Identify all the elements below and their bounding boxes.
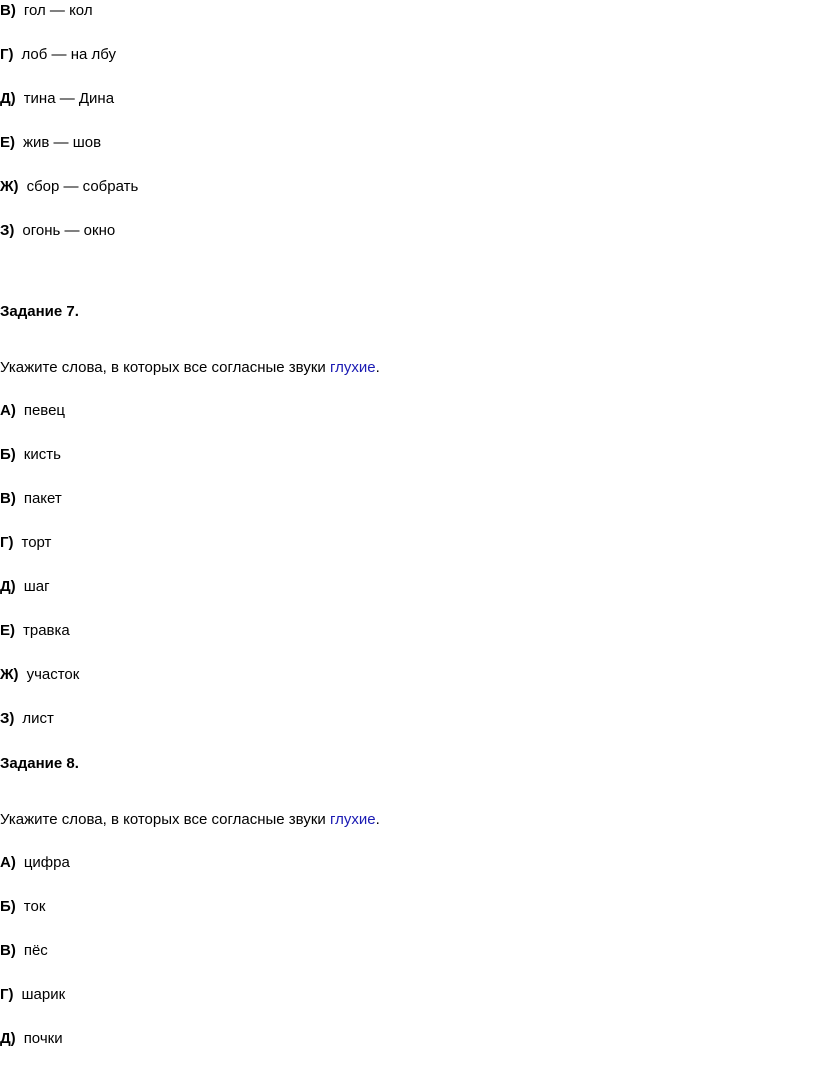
prompt-end: . bbox=[375, 811, 380, 828]
option-row bbox=[0, 489, 62, 509]
prompt-text: Укажите слова, в которых все согласные звуки bbox=[0, 811, 330, 828]
option-row bbox=[0, 401, 65, 421]
option-letter: Д) bbox=[0, 578, 16, 595]
option-row bbox=[0, 177, 138, 197]
option-row bbox=[0, 577, 50, 597]
option-letter: Б) bbox=[0, 898, 16, 915]
option-letter: В) bbox=[0, 490, 16, 507]
option-letter: Ж) bbox=[0, 178, 19, 195]
task-7-prompt bbox=[0, 358, 380, 378]
option-text: пёс bbox=[23, 942, 48, 959]
option-letter: Д) bbox=[0, 1030, 16, 1047]
option-row bbox=[0, 133, 101, 153]
option-row bbox=[0, 89, 114, 109]
option-row bbox=[0, 941, 48, 961]
option-row bbox=[0, 665, 79, 685]
option-text: жив — шов bbox=[23, 134, 102, 151]
prompt-highlight: глухие bbox=[329, 811, 376, 828]
option-text: лоб — на лбу bbox=[21, 46, 116, 63]
option-letter: Г) bbox=[0, 534, 14, 551]
option-text: шаг bbox=[23, 578, 50, 595]
option-row bbox=[0, 897, 45, 917]
task-8-title: Задание 8. bbox=[0, 755, 79, 772]
task-8-prompt bbox=[0, 810, 380, 830]
option-row bbox=[0, 621, 70, 641]
option-row bbox=[0, 985, 65, 1005]
option-row bbox=[0, 1029, 63, 1049]
option-letter: Ж) bbox=[0, 666, 19, 683]
option-text: кисть bbox=[23, 446, 61, 463]
option-text: гол — кол bbox=[23, 2, 93, 19]
option-row bbox=[0, 1, 93, 21]
option-text: сбор — собрать bbox=[26, 178, 139, 195]
prompt-text: Укажите слова, в которых все согласные звуки bbox=[0, 359, 330, 376]
option-letter: З) bbox=[0, 222, 15, 239]
option-letter: Д) bbox=[0, 90, 16, 107]
option-letter: В) bbox=[0, 2, 16, 19]
option-text: пакет bbox=[23, 490, 62, 507]
prompt-highlight: глухие bbox=[329, 359, 376, 376]
option-letter: А) bbox=[0, 854, 16, 871]
option-text: торт bbox=[21, 534, 52, 551]
option-text: певец bbox=[23, 402, 66, 419]
option-letter: Е) bbox=[0, 622, 15, 639]
option-text: почки bbox=[23, 1030, 63, 1047]
option-letter: Б) bbox=[0, 446, 16, 463]
option-text: цифра bbox=[23, 854, 70, 871]
option-row bbox=[0, 709, 54, 729]
option-letter: Г) bbox=[0, 986, 14, 1003]
option-row bbox=[0, 853, 70, 873]
option-letter: З) bbox=[0, 710, 15, 727]
option-row bbox=[0, 45, 116, 65]
option-row bbox=[0, 533, 51, 553]
option-text: участок bbox=[26, 666, 80, 683]
option-text: ток bbox=[23, 898, 46, 915]
prompt-end: . bbox=[375, 359, 380, 376]
option-text: тина — Дина bbox=[23, 90, 115, 107]
option-letter: Г) bbox=[0, 46, 14, 63]
option-letter: В) bbox=[0, 942, 16, 959]
option-text: шарик bbox=[21, 986, 66, 1003]
option-letter: Е) bbox=[0, 134, 15, 151]
option-text: травка bbox=[23, 622, 70, 639]
option-row bbox=[0, 445, 61, 465]
option-letter: А) bbox=[0, 402, 16, 419]
option-text: огонь — окно bbox=[22, 222, 116, 239]
task-7-title: Задание 7. bbox=[0, 303, 79, 320]
option-row bbox=[0, 221, 115, 241]
option-text: лист bbox=[22, 710, 54, 727]
